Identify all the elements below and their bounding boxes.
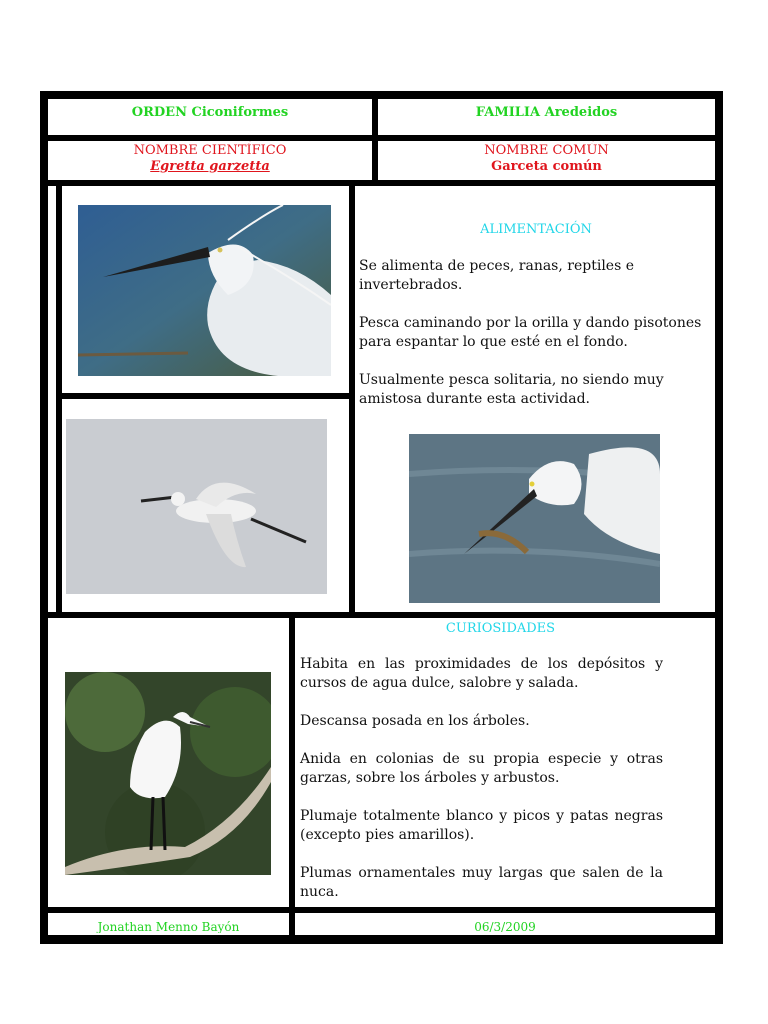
- author-cell: [47, 912, 290, 936]
- date-cell: [294, 912, 716, 936]
- alimentacion-paragraph: Usualmente pesca solitaria, no siendo muy amistosa durante esta actividad.: [359, 372, 664, 407]
- alimentacion-cell: [354, 185, 716, 613]
- common-name-label: NOMBRE COMÚN: [484, 143, 609, 158]
- curiosidades-title: CURIOSIDADES: [445, 621, 556, 636]
- egret-head-photo: [78, 205, 331, 376]
- curiosidades-cell: [294, 617, 716, 908]
- scientific-name-value: Egretta garzetta: [150, 159, 270, 174]
- familia-text: FAMILIA Aredeidos: [475, 105, 618, 120]
- egret-flight-photo: [66, 419, 327, 594]
- narrow-spacer-cell: [47, 185, 57, 613]
- familia-cell: [377, 98, 716, 136]
- curiosidades-paragraph: Habita en las proximidades de los depósitos y cursos de agua dulce, salobre y salada.: [300, 656, 663, 691]
- author-name: Jonathan Menno Bayón: [97, 920, 240, 934]
- curiosidades-text: [300, 655, 663, 902]
- egret-fishing-photo: [409, 434, 660, 603]
- common-name-cell: [377, 140, 716, 181]
- photo-cell-egret-perched: [47, 617, 290, 908]
- fact-sheet-table: [40, 91, 723, 944]
- common-name-value: Garceta común: [491, 159, 602, 174]
- orden-text: ORDEN Ciconiformes: [131, 105, 289, 120]
- curiosidades-paragraph: Anida en colonias de su propia especie y otras garzas, sobre los árboles y arbustos.: [300, 751, 663, 786]
- curiosidades-paragraph: Descansa posada en los árboles.: [300, 713, 530, 729]
- egret-perched-photo: [65, 672, 271, 875]
- curiosidades-paragraph: Plumas ornamentales muy largas que salen de la nuca.: [300, 865, 663, 900]
- alimentacion-paragraph: Pesca caminando por la orilla y dando pisotones para espantar lo que esté en el fondo.: [359, 315, 702, 350]
- photo-cell-egret-flight: [61, 398, 350, 613]
- scientific-name-cell: [47, 140, 373, 181]
- alimentacion-text: [359, 257, 713, 409]
- orden-cell: [47, 98, 373, 136]
- photo-cell-egret-head: [61, 185, 350, 394]
- alimentacion-paragraph: Se alimenta de peces, ranas, reptiles e invertebrados.: [359, 258, 634, 293]
- scientific-name-label: NOMBRE CIENTÍFICO: [133, 143, 287, 158]
- curiosidades-paragraph: Plumaje totalmente blanco y picos y patas negras (excepto pies amarillos).: [300, 808, 663, 843]
- alimentacion-title: ALIMENTACIÓN: [480, 222, 592, 237]
- date-text: 06/3/2009: [474, 920, 536, 934]
